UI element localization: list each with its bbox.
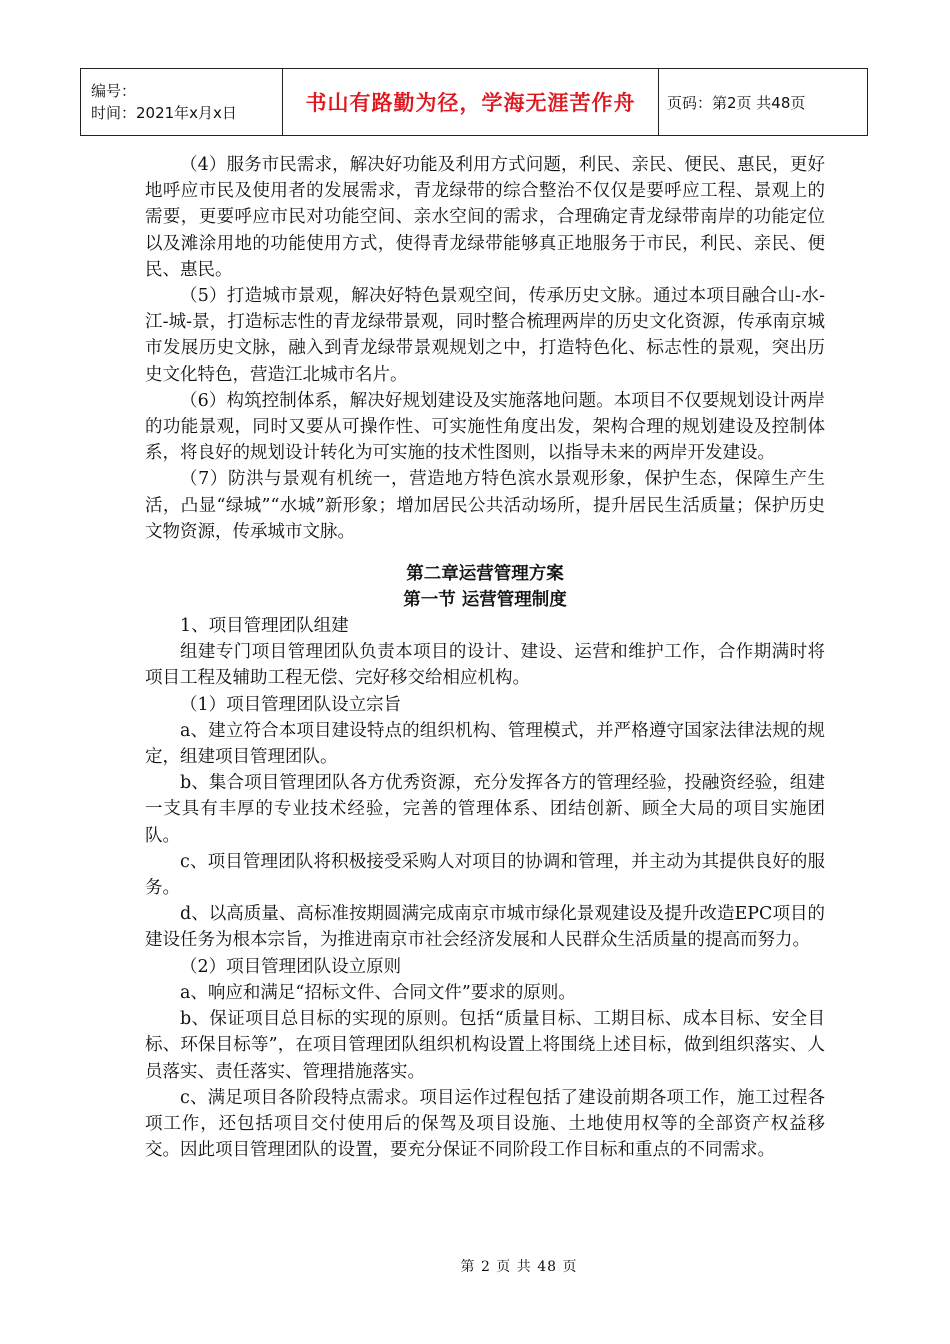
paragraph: c、满足项目各阶段特点需求。项目运作过程包括了建设前期各项工作，施工过程各项工作，还包括项目交付使用后的保驾及项目设施、土地使用权等的全部资产权益移交。因此项目管理团队的设置，要充分保证不同阶段工作目标和重点的不同需求。 [145, 1087, 825, 1161]
chapter-title: 第二章运营管理方案 [406, 564, 564, 585]
paragraph: 1、项目管理团队组建 [180, 616, 349, 637]
paragraph: 组建专门项目管理团队负责本项目的设计、建设、运营和维护工作，合作期满时将项目工程及辅助工程无偿、完好移交给相应机构。 [145, 642, 825, 689]
header-motto: 书山有路勤为径，学海无涯苦作舟 [305, 91, 636, 115]
header-meta [81, 69, 283, 135]
page-header [80, 68, 868, 136]
footer-page-number: 第 2 页 共 48 页 [460, 1259, 578, 1275]
paragraph: d、以高质量、高标准按期圆满完成南京市城市绿化景观建设及提升改造EPC项目的建设任务为根本宗旨，为推进南京市社会经济发展和人民群众生活质量的提高而努力。 [145, 904, 825, 951]
paragraph: （6）构筑控制体系，解决好规划建设及实施落地问题。本项目不仅要规划设计两岸的功能景观，同时又要从可操作性、可实施性角度出发，架构合理的规划建设及控制体系，将良好的规划设计转化为可实施的技术性图则，以指导未来的两岸开发建设。 [145, 390, 825, 464]
paragraph: （2）项目管理团队设立原则 [180, 956, 402, 977]
paragraph: （7）防洪与景观有机统一，营造地方特色滨水景观形象，保护生态，保障生产生活，凸显“绿城”“水城”新形象；增加居民公共活动场所，提升居民生活质量；保护历史文物资源，传承城市文脉。 [145, 469, 825, 542]
spacer [145, 545, 825, 561]
paragraph: （5）打造城市景观，解决好特色景观空间，传承历史文脉。通过本项目融合山-水-江-城-景，打造标志性的青龙绿带景观，同时整合梳理两岸的历史文化资源，传承南京城市发展历史文脉，融入到青龙绿带景观规划之中，打造特色化、标志性的景观，突出历史文化特色，营造江北城市名片。 [145, 286, 825, 385]
document-number-label: 编号： [91, 82, 137, 100]
header-motto-cell [283, 69, 659, 135]
paragraph: c、项目管理团队将积极接受采购人对项目的协调和管理，并主动为其提供良好的服务。 [145, 851, 825, 899]
paragraph: b、保证项目总目标的实现的原则。包括“质量目标、工期目标、成本目标、安全目标、环保目标等”，在项目管理团队组织机构设置上将围绕上述目标，做到组织落实、人员落实、责任落实、管理措施落实。 [145, 1009, 825, 1082]
header-page-number: 页码：第2页 共48页 [667, 93, 806, 112]
paragraph: a、响应和满足“招标文件、合同文件”要求的原则。 [180, 982, 576, 1003]
section-title: 第一节 运营管理制度 [403, 590, 567, 611]
document-date-label: 时间：2021年x月x日 [91, 104, 237, 122]
paragraph: b、集合项目管理团队各方优秀资源，充分发挥各方的管理经验，投融资经验，组建一支具有丰厚的专业技术经验，完善的管理体系、团结创新、顾全大局的项目实施团队。 [145, 773, 825, 846]
page-footer [0, 1256, 950, 1276]
paragraph: a、建立符合本项目建设特点的组织机构、管理模式，并严格遵守国家法律法规的规定，组建项目管理团队。 [145, 720, 825, 768]
document-body [145, 152, 825, 1163]
paragraph: （1）项目管理团队设立宗旨 [180, 694, 402, 715]
header-page-cell [659, 69, 867, 135]
paragraph: （4）服务市民需求，解决好功能及利用方式问题，利民、亲民、便民、惠民，更好地呼应市民及使用者的发展需求，青龙绿带的综合整治不仅仅是要呼应工程、景观上的需要，更要呼应市民对功能空间、亲水空间的需求，合理确定青龙绿带南岸的功能定位以及滩涂用地的功能使用方式，使得青龙绿带能够真正地服务于市民，利民、亲民、便民、惠民。 [145, 155, 825, 280]
